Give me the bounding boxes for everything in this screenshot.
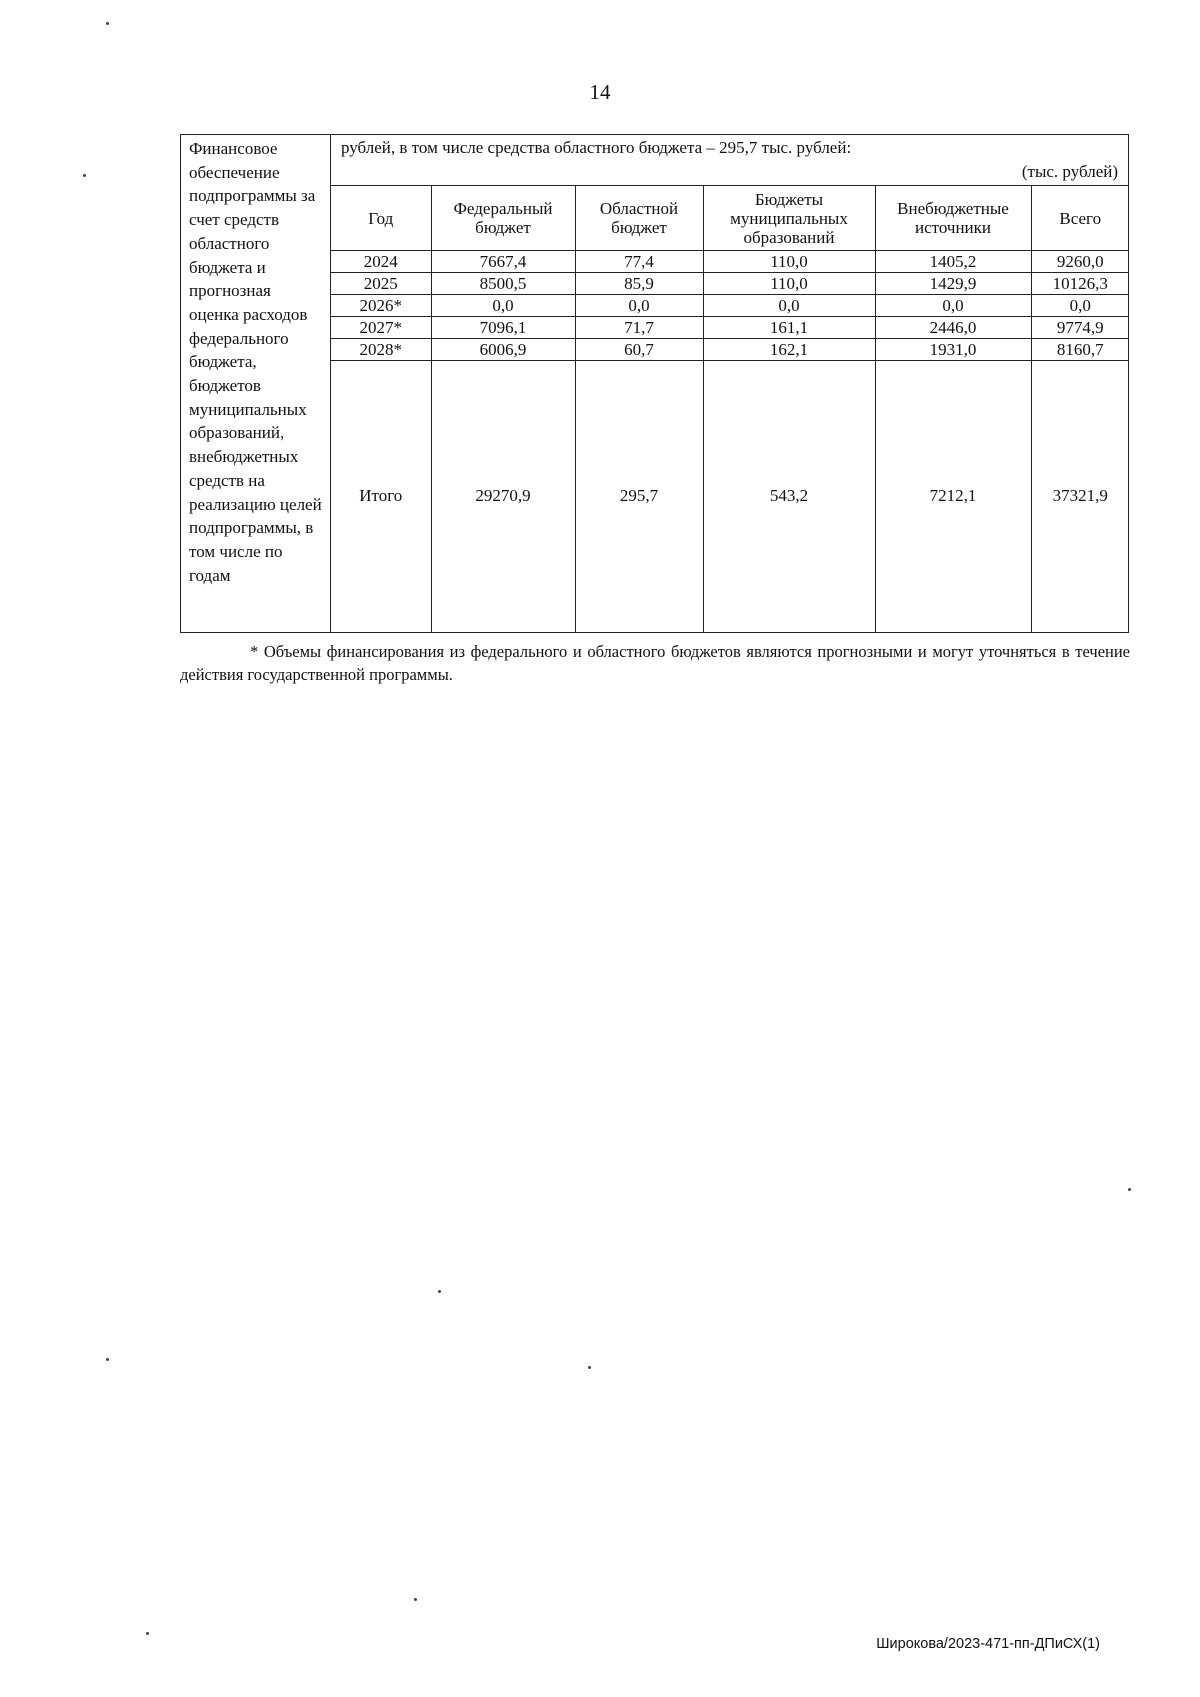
table-row <box>331 251 1129 273</box>
cell-total: 8160,7 <box>1031 339 1129 361</box>
cell-total: 9774,9 <box>1031 317 1129 339</box>
cell-extrabudgetary: 1429,9 <box>875 273 1031 295</box>
financing-label-cell: Финансовое обеспечение подпрограммы за счет средств областного бюджета и прогнозная оценка расходов федерального бюджета, бюджетов муниципальных образований, внебюджетных средств на реализацию целей подпрограммы, в том числе по годам <box>181 135 331 633</box>
budget-table <box>331 185 1129 632</box>
cell-regional: 60,7 <box>575 339 703 361</box>
cell-municipal: 0,0 <box>703 295 875 317</box>
scan-speck <box>146 1632 149 1635</box>
cell-federal: 7096,1 <box>431 317 575 339</box>
cell-year: 2028* <box>331 339 431 361</box>
cell-total-federal: 29270,9 <box>431 361 575 633</box>
cell-municipal: 110,0 <box>703 273 875 295</box>
cell-total-extrabudgetary: 7212,1 <box>875 361 1031 633</box>
cell-extrabudgetary: 0,0 <box>875 295 1031 317</box>
cell-year: 2025 <box>331 273 431 295</box>
cell-total-regional: 295,7 <box>575 361 703 633</box>
scan-speck <box>438 1290 441 1293</box>
page-number: 14 <box>589 80 611 104</box>
units-label: (тыс. рублей) <box>1021 162 1118 181</box>
cell-total: 10126,3 <box>1031 273 1129 295</box>
financing-table <box>180 134 1129 633</box>
header-regional: Областной бюджет <box>575 186 703 251</box>
cell-year: 2026* <box>331 295 431 317</box>
header-federal: Федеральный бюджет <box>431 186 575 251</box>
scan-speck <box>1128 1188 1131 1191</box>
table-row <box>331 295 1129 317</box>
scan-speck <box>588 1366 591 1369</box>
intro-text: рублей, в том числе средства областного бюджета – 295,7 тыс. рублей: <box>341 138 852 157</box>
cell-municipal: 161,1 <box>703 317 875 339</box>
scan-speck <box>106 22 109 25</box>
cell-year: 2024 <box>331 251 431 273</box>
table-row <box>331 339 1129 361</box>
cell-regional: 71,7 <box>575 317 703 339</box>
cell-total: 9260,0 <box>1031 251 1129 273</box>
cell-year: 2027* <box>331 317 431 339</box>
cell-regional: 77,4 <box>575 251 703 273</box>
header-extrabudgetary: Внебюджетные источники <box>875 186 1031 251</box>
financing-data-cell <box>331 135 1129 633</box>
footnote: * Объемы финансирования из федерального и областного бюджетов являются прогнозными и могут уточняться в течение действия государственной программы. <box>180 642 1130 684</box>
cell-federal: 8500,5 <box>431 273 575 295</box>
cell-federal: 0,0 <box>431 295 575 317</box>
total-row <box>331 361 1129 633</box>
cell-regional: 85,9 <box>575 273 703 295</box>
cell-municipal: 162,1 <box>703 339 875 361</box>
cell-total: 0,0 <box>1031 295 1129 317</box>
cell-total-municipal: 543,2 <box>703 361 875 633</box>
header-row <box>331 186 1129 251</box>
cell-extrabudgetary: 1405,2 <box>875 251 1031 273</box>
scan-speck <box>414 1598 417 1601</box>
cell-municipal: 110,0 <box>703 251 875 273</box>
header-year: Год <box>331 186 431 251</box>
scan-speck <box>83 174 86 177</box>
cell-federal: 6006,9 <box>431 339 575 361</box>
cell-extrabudgetary: 1931,0 <box>875 339 1031 361</box>
table-row <box>331 273 1129 295</box>
cell-total-label: Итого <box>331 361 431 633</box>
scan-speck <box>106 1358 109 1361</box>
cell-extrabudgetary: 2446,0 <box>875 317 1031 339</box>
header-total: Всего <box>1031 186 1129 251</box>
cell-total-all: 37321,9 <box>1031 361 1129 633</box>
cell-federal: 7667,4 <box>431 251 575 273</box>
table-row <box>331 317 1129 339</box>
footer-stamp: Широкова/2023-471-пп-ДПиСХ(1) <box>876 1636 1100 1652</box>
cell-regional: 0,0 <box>575 295 703 317</box>
header-municipal: Бюджеты муниципальных образований <box>703 186 875 251</box>
